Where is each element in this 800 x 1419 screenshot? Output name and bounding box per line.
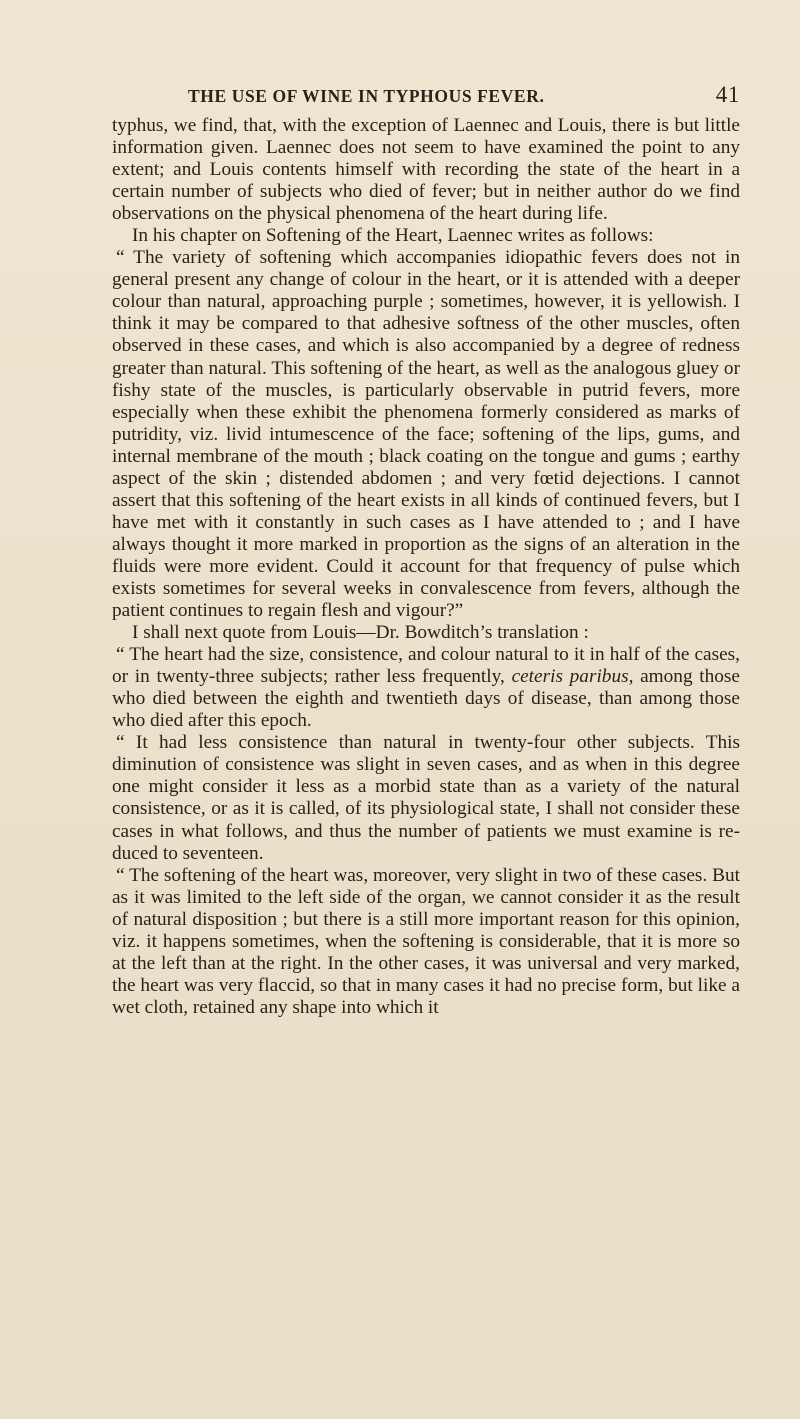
paragraph-intro: typhus, we find, that, with the exception of Laennec and Louis, there is but little information given. Laennec does not seem to have examined the point to any extent; and Louis contents himself with recording the state of the heart in a certain number of subjects who died of fever; but in neither author do we find observations on the physical phenomena of the heart during life.: [112, 115, 740, 225]
quote-louis-heart-size-middle: among those who died between the eighth and twentieth: [112, 666, 740, 710]
quote-louis-consistence: “ It had less consistence than natural in twenty-four other subjects. This diminution of consistence was slight in seven cases, and as when in this degree one might consider it less as a morbid state than as a variety of the natural consistence, or as it is called, of its physiological state, I shall not consider these cases in what follows, and thus the number of patients we must examine is reduced to seventeen.: [112, 732, 740, 864]
paragraph-louis-lead: I shall next quote from Louis—Dr. Bowditch’s translation :: [132, 622, 589, 644]
paragraph-laennec-lead: In his chapter on Softening of the Heart, Laennec writes as follows:: [132, 225, 654, 247]
quote-louis-heart-size-start: “ The heart had the size, consistence, and colour natural to it in half of the cases, or in twenty-three subjects; rather less frequently,: [112, 644, 740, 688]
quote-laennec: “ The variety of softening which accompanies idiopathic fevers does not in general present any change of colour in the heart, or it is attended with a deeper colour than natural, approaching purple ; sometimes, however, it is yellowish. I think it may be compared to that adhesive softness of the other muscles, often observed in these cases, and which is also accompanied by a degree of redness greater than natural. This softening of the heart, as well as the analogous gluey or fishy state of the muscles, is particularly observable in putrid fevers, more especially when these exhibit the phenomena formerly considered as marks of putridity, viz. livid intumescence of the face; softening of the lips, gums, and internal membrane of the mouth ; black coating on the tongue and gums ; earthy aspect of the skin ; distended abdomen ; and very fœtid dejections. I cannot assert that this softening of the heart exists in all kinds of continued fevers, but I have met with it constantly in such cases as I have attended to ; and I have always thought it more marked in proportion as the signs of an alteration in the fluids were more evident. Could it account for that frequency of pulse which exists sometimes for several weeks in convalescence from fevers, although the patient continues to regain flesh and vigour?”: [112, 247, 740, 622]
italic-ceteris-paribus: ceteris paribus,: [511, 666, 634, 688]
quote-louis-softening: “ The softening of the heart was, moreover, very slight in two of these cases. But as it was limited to the left side of the organ, we cannot consider it as the result of natural disposition ; but there is a still more important reason for this opinion, viz. it happens sometimes, when the softening is considerable, that it is more so at the left than at the right. In the other cases, it was universal and very marked, the heart was very flaccid, so that in many cases it had no precise form, but like a wet cloth, retained any shape into which it: [112, 864, 740, 1018]
running-head: [188, 82, 740, 107]
page-number: 41: [715, 82, 740, 107]
running-title: THE USE OF WINE IN TYPHOUS FEVER.: [188, 86, 545, 106]
quote-louis-heart-size-end: days of disease, than among those who died after this epoch.: [112, 688, 740, 732]
quote-louis-heart-size: [112, 644, 740, 732]
body-text: [112, 115, 740, 1019]
